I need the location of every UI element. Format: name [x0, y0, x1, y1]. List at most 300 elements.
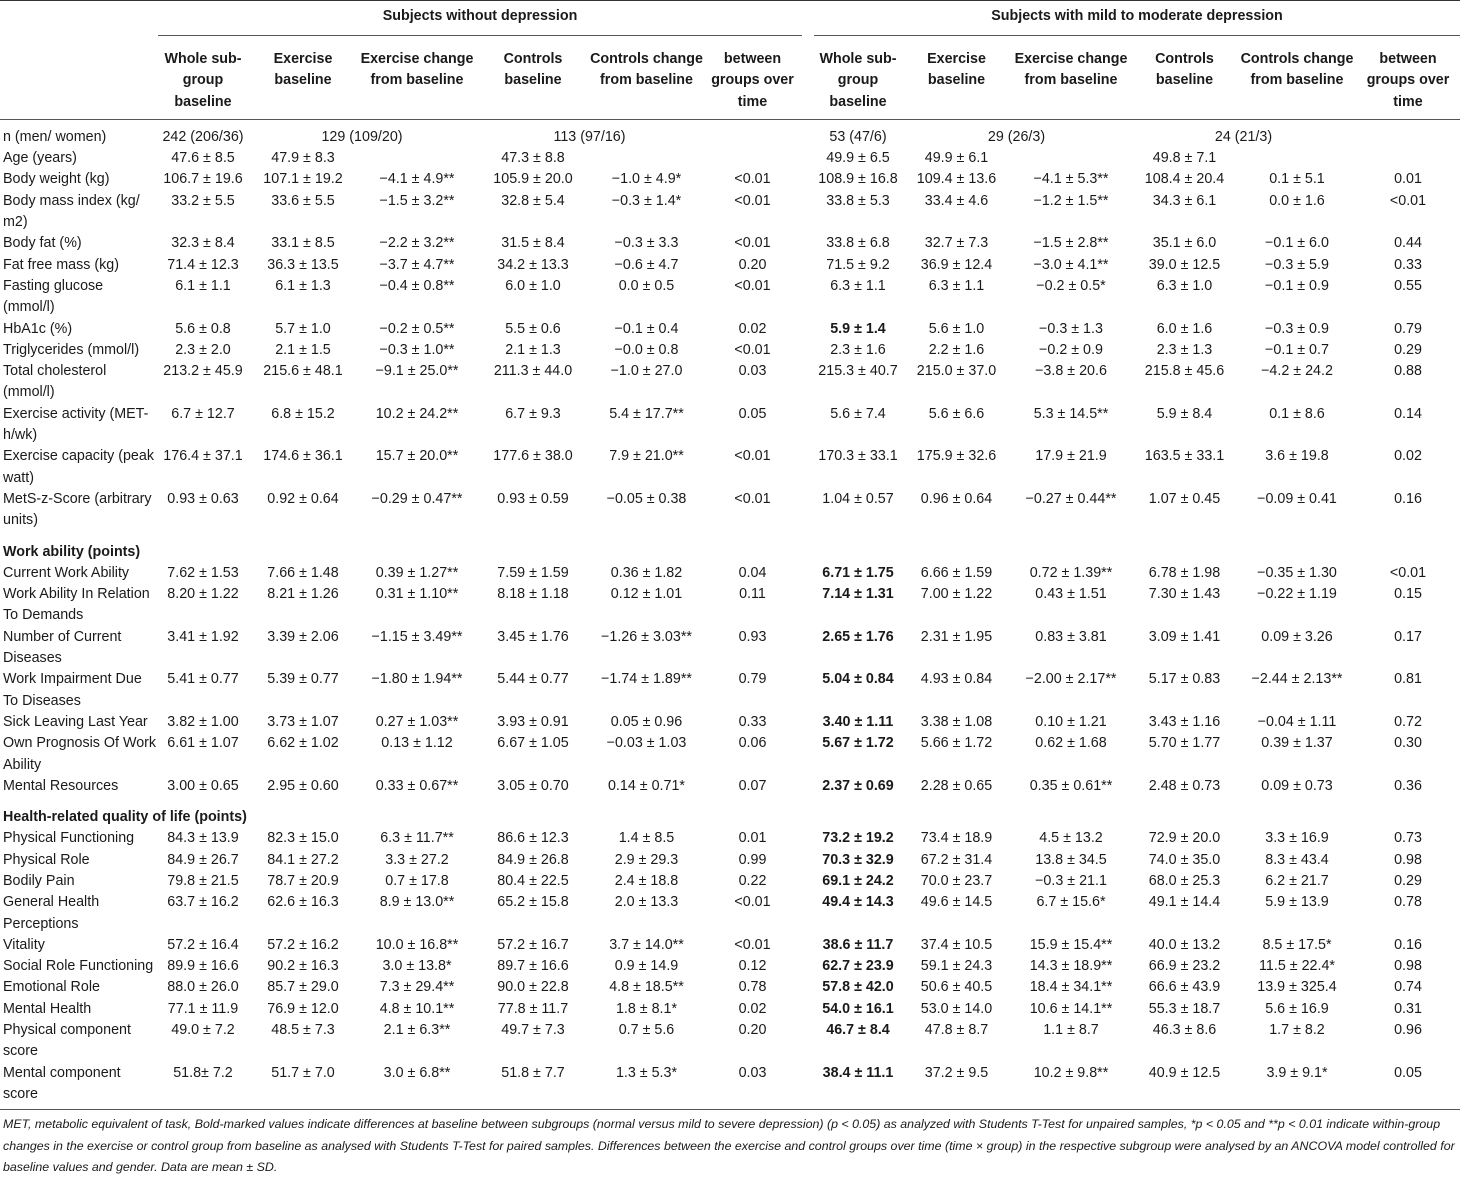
group-header-with: Subjects with mild to moderate depression — [814, 6, 1460, 36]
cell: 51.7 ± 7.0 — [271, 1064, 335, 1081]
cell: 0.27 ± 1.03** — [375, 713, 459, 730]
cell: 13.9 ± 325.4 — [1257, 979, 1337, 996]
cell: 0.16 — [1394, 936, 1422, 953]
cell: 84.9 ± 26.8 — [497, 851, 569, 868]
cell: 79.8 ± 21.5 — [167, 872, 239, 889]
cell: <0.01 — [734, 894, 771, 911]
cell: 211.3 ± 44.0 — [493, 363, 573, 380]
cell: 2.9 ± 29.3 — [614, 851, 679, 868]
cell: 0.0 ± 0.5 — [618, 277, 675, 294]
cell: 6.7 ± 12.7 — [171, 405, 235, 422]
cell: 4.5 ± 13.2 — [1039, 830, 1103, 847]
cell: 105.9 ± 20.0 — [493, 171, 573, 188]
cell: 8.3 ± 43.4 — [1265, 851, 1329, 868]
cell: 54.0 ± 16.1 — [822, 1000, 894, 1017]
cell: 33.8 ± 6.8 — [826, 235, 890, 252]
cell: 57.2 ± 16.2 — [267, 936, 339, 953]
cell: 84.9 ± 26.7 — [167, 851, 239, 868]
cell: 36.3 ± 13.5 — [267, 256, 339, 273]
cell: 2.48 ± 0.73 — [1148, 777, 1221, 794]
cell: −2.2 ± 3.2** — [379, 235, 455, 252]
cell: −1.74 ± 1.89** — [601, 671, 692, 688]
cell: 3.73 ± 1.07 — [267, 713, 339, 730]
cell: 49.7 ± 7.3 — [501, 1022, 565, 1039]
cell: 242 (206/36) — [162, 128, 244, 145]
cell: 78.7 ± 20.9 — [267, 872, 339, 889]
cell: 0.05 — [738, 405, 767, 422]
cell: 8.18 ± 1.18 — [497, 586, 569, 603]
cell: 5.5 ± 0.6 — [505, 320, 561, 337]
cell: −0.3 ± 1.4* — [611, 192, 682, 209]
column-gap — [802, 361, 814, 404]
cell: −0.3 ± 5.9 — [1265, 256, 1329, 273]
cell: 6.61 ± 1.07 — [167, 735, 239, 752]
table-row — [0, 935, 1460, 956]
cell: 1.07 ± 0.45 — [1148, 490, 1221, 507]
cell: −4.1 ± 4.9** — [379, 171, 455, 188]
col-header: Controls baseline — [1155, 51, 1214, 89]
cell: 0.39 ± 1.37 — [1261, 735, 1333, 752]
row-label: Triglycerides (mmol/l) — [3, 341, 140, 358]
cell: −0.1 ± 0.4 — [614, 320, 679, 337]
footnote: MET, metabolic equivalent of task, Bold-marked values indicate differences at baseline between subgroups (normal versus mild to severe depression) (p < 0.05) as analyzed with Students T-Test for unpaired samples, *p < 0.05 and **p < 0.01 indicate within-group changes in the exercise or control group from baseline as analysed with Students T-Test for paired samples. Differences between the exercise and control groups over time (time × group) in the respective subgroup were analysed by an ANCOVA model controlled for baseline values and gender. Data are mean ± SD. — [3, 1117, 1455, 1174]
cell: 77.1 ± 11.9 — [167, 1000, 239, 1017]
column-gap — [802, 489, 814, 532]
cell: 0.62 ± 1.68 — [1035, 735, 1107, 752]
cell: 33.1 ± 8.5 — [271, 235, 335, 252]
cell: 39.0 ± 12.5 — [1148, 256, 1221, 273]
cell: −0.3 ± 0.9 — [1265, 320, 1329, 337]
cell: 5.17 ± 0.83 — [1148, 671, 1221, 688]
row-label: Own Prognosis Of Work Ability — [3, 735, 157, 773]
cell: −0.3 ± 3.3 — [614, 235, 679, 252]
cell: 46.3 ± 8.6 — [1152, 1022, 1217, 1039]
cell: 8.21 ± 1.26 — [267, 586, 339, 603]
cell: 0.98 — [1394, 851, 1422, 868]
cell: 10.2 ± 24.2** — [375, 405, 459, 422]
row-label: Body fat (%) — [3, 235, 82, 252]
cell: <0.01 — [734, 171, 771, 188]
cell: 0.33 ± 0.67** — [375, 777, 459, 794]
cell: 6.78 ± 1.98 — [1148, 564, 1221, 581]
table-row — [0, 255, 1460, 276]
cell: 6.3 ± 11.7** — [380, 830, 454, 847]
cell: 5.7 ± 1.0 — [275, 320, 331, 337]
cell: 174.6 ± 36.1 — [263, 448, 343, 465]
cell: 0.03 — [738, 1064, 767, 1081]
cell: 0.1 ± 5.1 — [1269, 171, 1325, 188]
cell: 0.30 — [1394, 735, 1422, 752]
cell: 66.6 ± 43.9 — [1148, 979, 1221, 996]
column-gap — [802, 255, 814, 276]
cell: 129 (109/20) — [321, 128, 403, 145]
cell: 0.10 ± 1.21 — [1035, 713, 1107, 730]
cell: 89.7 ± 16.6 — [497, 958, 569, 975]
table-row — [0, 169, 1460, 190]
cell: 0.43 ± 1.51 — [1035, 586, 1107, 603]
row-label: Mental Resources — [3, 777, 119, 794]
cell: <0.01 — [734, 277, 771, 294]
column-gap — [802, 733, 814, 776]
cell: 32.3 ± 8.4 — [171, 235, 235, 252]
cell: 6.62 ± 1.02 — [267, 735, 339, 752]
cell: 0.07 — [738, 777, 767, 794]
cell: 49.1 ± 14.4 — [1148, 894, 1221, 911]
cell: 7.62 ± 1.53 — [167, 564, 239, 581]
cell: 5.9 ± 1.4 — [830, 320, 886, 337]
cell: 7.59 ± 1.59 — [497, 564, 569, 581]
col-header: Exercise baseline — [927, 51, 986, 89]
cell: 0.72 ± 1.39** — [1029, 564, 1113, 581]
cell: 31.5 ± 8.4 — [501, 235, 565, 252]
row-label: Social Role Functioning — [3, 958, 154, 975]
cell: 113 (97/16) — [553, 128, 626, 145]
column-gap — [802, 776, 814, 797]
cell: 82.3 ± 15.0 — [267, 830, 339, 847]
column-gap — [802, 191, 814, 234]
cell: 7.14 ± 1.31 — [822, 586, 894, 603]
cell — [358, 148, 476, 169]
cell: 67.2 ± 31.4 — [920, 851, 993, 868]
table-row — [0, 276, 1460, 319]
col-header: between groups over time — [711, 51, 794, 110]
cell: 5.6 ± 7.4 — [830, 405, 886, 422]
table-row — [0, 977, 1460, 998]
column-gap — [802, 148, 814, 169]
cell: −1.0 ± 27.0 — [610, 363, 683, 380]
cell: 0.17 — [1394, 628, 1422, 645]
cell: −0.1 ± 0.7 — [1265, 341, 1329, 358]
cell: 3.0 ± 13.8* — [382, 958, 452, 975]
cell: 0.81 — [1394, 671, 1422, 688]
cell: 0.15 — [1394, 586, 1422, 603]
cell: 10.6 ± 14.1** — [1029, 1000, 1113, 1017]
cell: 6.3 ± 1.1 — [928, 277, 985, 294]
cell: 8.5 ± 17.5* — [1262, 936, 1332, 953]
cell: 3.05 ± 0.70 — [497, 777, 569, 794]
cell: 5.3 ± 14.5** — [1033, 405, 1109, 422]
cell: 0.92 ± 0.64 — [267, 490, 339, 507]
cell: 0.79 — [738, 671, 767, 688]
cell: 50.6 ± 40.5 — [920, 979, 993, 996]
cell: <0.01 — [1389, 564, 1427, 581]
column-gap — [802, 319, 814, 340]
cell: 3.7 ± 14.0** — [609, 936, 684, 953]
cell: 3.09 ± 1.41 — [1148, 628, 1221, 645]
cell: 215.8 ± 45.6 — [1144, 363, 1225, 380]
cell: 6.2 ± 21.7 — [1265, 872, 1329, 889]
cell: 77.8 ± 11.7 — [497, 1000, 569, 1017]
cell: 10.2 ± 9.8** — [1033, 1064, 1109, 1081]
cell: −2.44 ± 2.13** — [1251, 671, 1343, 688]
row-label: General Health Perceptions — [3, 894, 100, 932]
cell: 0.96 ± 0.64 — [920, 490, 993, 507]
cell: 6.0 ± 1.0 — [505, 277, 561, 294]
section-heading: Work ability (points) — [3, 543, 141, 560]
cell: 0.1 ± 8.6 — [1269, 405, 1325, 422]
row-label: n (men/ women) — [3, 128, 107, 145]
cell: 0.31 — [1394, 1000, 1422, 1017]
cell: 76.9 ± 12.0 — [267, 1000, 339, 1017]
table-row — [0, 712, 1460, 733]
cell: −0.4 ± 0.8** — [379, 277, 455, 294]
cell: 0.93 ± 0.63 — [167, 490, 239, 507]
cell: 2.3 ± 1.3 — [1156, 341, 1213, 358]
cell: 53 (47/6) — [829, 128, 887, 145]
cell: 0.12 — [738, 958, 767, 975]
cell: 0.0 ± 1.6 — [1269, 192, 1325, 209]
cell: 3.0 ± 6.8** — [383, 1064, 451, 1081]
cell: 5.67 ± 1.72 — [822, 735, 894, 752]
cell: 55.3 ± 18.7 — [1148, 1000, 1221, 1017]
table-row — [0, 669, 1460, 712]
cell: 47.9 ± 8.3 — [271, 150, 335, 167]
cell: <0.01 — [734, 490, 771, 507]
cell: 5.66 ± 1.72 — [920, 735, 993, 752]
cell: 0.29 — [1394, 341, 1422, 358]
cell: 33.6 ± 5.5 — [271, 192, 335, 209]
column-gap — [802, 233, 814, 254]
cell: −1.26 ± 3.03** — [601, 628, 692, 645]
cell: 1.4 ± 8.5 — [618, 830, 675, 847]
row-label: Mental component score — [3, 1064, 121, 1102]
cell: 37.2 ± 9.5 — [924, 1064, 989, 1081]
cell: 0.05 ± 0.96 — [610, 713, 683, 730]
row-label: Sick Leaving Last Year — [3, 713, 148, 730]
cell: 0.09 ± 0.73 — [1261, 777, 1333, 794]
cell: 62.6 ± 16.3 — [267, 894, 339, 911]
cell: −0.03 ± 1.03 — [606, 735, 687, 752]
column-gap — [802, 169, 814, 190]
cell: 0.55 — [1394, 277, 1422, 294]
table-row — [0, 1063, 1460, 1110]
cell: −0.05 ± 0.38 — [606, 490, 687, 507]
cell: 106.7 ± 19.6 — [163, 171, 243, 188]
col-header: Exercise baseline — [273, 51, 333, 89]
cell: <0.01 — [734, 192, 771, 209]
cell: −0.2 ± 0.5* — [1036, 277, 1106, 294]
row-label: HbA1c (%) — [3, 320, 73, 337]
cell: 213.2 ± 45.9 — [163, 363, 243, 380]
cell: 49.6 ± 14.5 — [920, 894, 993, 911]
cell: 89.9 ± 16.6 — [167, 958, 239, 975]
cell: 0.31 ± 1.10** — [375, 586, 459, 603]
cell: 6.1 ± 1.3 — [275, 277, 331, 294]
row-label: Physical Role — [3, 851, 90, 868]
cell: 0.78 — [738, 979, 767, 996]
cell: 0.02 — [738, 320, 767, 337]
cell: −0.3 ± 21.1 — [1035, 872, 1107, 889]
cell: 18.4 ± 34.1** — [1029, 979, 1113, 996]
cell: 2.2 ± 1.6 — [928, 341, 985, 358]
cell: −1.5 ± 3.2** — [379, 192, 455, 209]
cell: 4.8 ± 10.1** — [379, 1000, 455, 1017]
group-header-without: Subjects without depression — [158, 6, 802, 36]
cell: 29 (26/3) — [987, 128, 1046, 145]
cell: 0.93 ± 0.59 — [497, 490, 569, 507]
section-row — [0, 797, 1460, 828]
cell: 51.8± 7.2 — [173, 1064, 233, 1081]
cell: 49.4 ± 14.3 — [822, 894, 894, 911]
cell: −1.80 ± 1.94** — [371, 671, 463, 688]
cell: 85.7 ± 29.0 — [267, 979, 339, 996]
cell: 5.4 ± 17.7** — [609, 405, 684, 422]
cell: 0.20 — [738, 1022, 767, 1039]
section-row — [0, 532, 1460, 563]
table-row — [0, 776, 1460, 797]
cell: −0.3 ± 1.3 — [1039, 320, 1103, 337]
cell: 40.9 ± 12.5 — [1148, 1064, 1221, 1081]
col-header: Exercise change from baseline — [1014, 51, 1128, 89]
cell: 24 (21/3) — [1214, 128, 1273, 145]
row-label: Exercise activity (MET-h/wk) — [3, 405, 149, 444]
cell: 84.1 ± 27.2 — [267, 851, 339, 868]
cell: 3.41 ± 1.92 — [167, 628, 239, 645]
cell: 0.99 — [738, 851, 767, 868]
table-row — [0, 733, 1460, 776]
cell: 88.0 ± 26.0 — [167, 979, 239, 996]
cell: 0.36 ± 1.82 — [610, 564, 683, 581]
cell: 7.66 ± 1.48 — [267, 564, 339, 581]
cell: 59.1 ± 24.3 — [920, 958, 993, 975]
table-row — [0, 404, 1460, 447]
cell: 215.0 ± 37.0 — [916, 363, 997, 380]
cell: 14.3 ± 18.9** — [1029, 958, 1113, 975]
cell: 0.06 — [738, 735, 767, 752]
row-label: Work Impairment Due To Diseases — [3, 671, 142, 709]
cell: 0.03 — [738, 363, 767, 380]
row-label: Body weight (kg) — [3, 171, 110, 188]
col-header: Whole sub-group baseline — [819, 51, 897, 110]
column-gap — [802, 627, 814, 670]
cell: 1.8 ± 8.1* — [615, 1000, 678, 1017]
cell: 86.6 ± 12.3 — [497, 830, 569, 847]
row-label: Vitality — [3, 936, 45, 953]
column-gap — [802, 828, 814, 849]
cell: 90.0 ± 22.8 — [497, 979, 569, 996]
table-row — [0, 361, 1460, 404]
cell: 51.8 ± 7.7 — [501, 1064, 565, 1081]
col-header: Controls change from baseline — [590, 51, 703, 89]
cell: <0.01 — [734, 341, 771, 358]
cell: 6.71 ± 1.75 — [822, 564, 894, 581]
cell: −3.7 ± 4.7** — [379, 256, 455, 273]
cell: 5.6 ± 6.6 — [928, 405, 985, 422]
cell: 7.3 ± 29.4** — [379, 979, 455, 996]
cell: 0.9 ± 14.9 — [614, 958, 679, 975]
row-label: Bodily Pain — [3, 872, 75, 889]
table-row — [0, 191, 1460, 234]
cell: 38.6 ± 11.7 — [822, 936, 894, 953]
cell: 5.39 ± 0.77 — [267, 671, 339, 688]
cell: 3.43 ± 1.16 — [1148, 713, 1221, 730]
cell: 5.6 ± 0.8 — [175, 320, 231, 337]
cell: 73.4 ± 18.9 — [920, 830, 993, 847]
section-heading: Health-related quality of life (points) — [3, 809, 247, 826]
cell: 3.9 ± 9.1* — [1266, 1064, 1328, 1081]
cell: 0.83 ± 3.81 — [1035, 628, 1107, 645]
cell: 47.8 ± 8.7 — [924, 1022, 989, 1039]
column-gap — [802, 999, 814, 1020]
cell: −1.0 ± 4.9* — [611, 171, 682, 188]
cell: 0.01 — [1394, 171, 1422, 188]
cell: 0.14 — [1394, 405, 1422, 422]
cell: −0.0 ± 0.8 — [614, 341, 679, 358]
table-row — [0, 999, 1460, 1020]
cell: 40.0 ± 13.2 — [1148, 936, 1221, 953]
table-row — [0, 828, 1460, 849]
cell: −0.04 ± 1.11 — [1257, 713, 1337, 730]
cell: 48.5 ± 7.3 — [271, 1022, 335, 1039]
cell: 66.9 ± 23.2 — [1148, 958, 1221, 975]
cell: 0.72 — [1394, 713, 1422, 730]
col-header: Controls change from baseline — [1240, 51, 1354, 89]
cell: 109.4 ± 13.6 — [916, 171, 997, 188]
cell: 3.45 ± 1.76 — [497, 628, 569, 645]
cell: −1.5 ± 2.8** — [1033, 235, 1109, 252]
cell: 5.6 ± 16.9 — [1265, 1000, 1329, 1017]
cell: 5.44 ± 0.77 — [497, 671, 569, 688]
cell: 1.04 ± 0.57 — [822, 490, 894, 507]
cell: −0.2 ± 0.9 — [1039, 341, 1103, 358]
cell: 0.05 — [1394, 1064, 1422, 1081]
col-header: Whole sub-group baseline — [164, 51, 242, 110]
row-label: Fat free mass (kg) — [3, 256, 119, 273]
cell: 84.3 ± 13.9 — [167, 830, 239, 847]
column-gap — [802, 1020, 814, 1063]
cell: 38.4 ± 11.1 — [822, 1064, 894, 1081]
cell: 70.3 ± 32.9 — [822, 851, 894, 868]
cell: 0.12 ± 1.01 — [610, 586, 683, 603]
column-gap — [802, 563, 814, 584]
cell: 33.8 ± 5.3 — [826, 192, 890, 209]
cell: 13.8 ± 34.5 — [1035, 851, 1107, 868]
cell: 6.1 ± 1.1 — [175, 277, 231, 294]
cell: 73.2 ± 19.2 — [822, 830, 894, 847]
column-gap — [802, 850, 814, 871]
cell: 32.8 ± 5.4 — [501, 192, 565, 209]
cell: −9.1 ± 25.0** — [375, 363, 459, 380]
cell — [1356, 148, 1460, 169]
cell: 0.14 ± 0.71* — [607, 777, 685, 794]
cell: 2.1 ± 1.5 — [275, 341, 331, 358]
cell: 0.29 — [1394, 872, 1422, 889]
cell: 6.66 ± 1.59 — [920, 564, 993, 581]
column-gap — [802, 446, 814, 489]
cell: 0.98 — [1394, 958, 1422, 975]
cell: 47.6 ± 8.5 — [171, 150, 235, 167]
cell: 71.5 ± 9.2 — [826, 256, 890, 273]
cell: 33.4 ± 4.6 — [924, 192, 989, 209]
cell: 68.0 ± 25.3 — [1148, 872, 1221, 889]
cell: 7.00 ± 1.22 — [920, 586, 993, 603]
cell: 2.1 ± 6.3** — [383, 1022, 451, 1039]
table-row — [0, 584, 1460, 627]
cell: 1.7 ± 8.2 — [1269, 1022, 1325, 1039]
row-label: Fasting glucose (mmol/l) — [3, 277, 104, 316]
cell: −1.15 ± 3.49** — [371, 628, 463, 645]
cell: 0.79 — [1394, 320, 1422, 337]
table-row — [0, 148, 1460, 169]
cell: 2.28 ± 0.65 — [920, 777, 993, 794]
cell: 0.44 — [1394, 235, 1422, 252]
cell: 108.4 ± 20.4 — [1144, 171, 1225, 188]
cell: 0.11 — [739, 586, 766, 603]
cell: 0.35 ± 0.61** — [1029, 777, 1113, 794]
cell: 6.3 ± 1.0 — [1156, 277, 1213, 294]
cell: 17.9 ± 21.9 — [1035, 448, 1107, 465]
cell: 3.82 ± 1.00 — [167, 713, 239, 730]
